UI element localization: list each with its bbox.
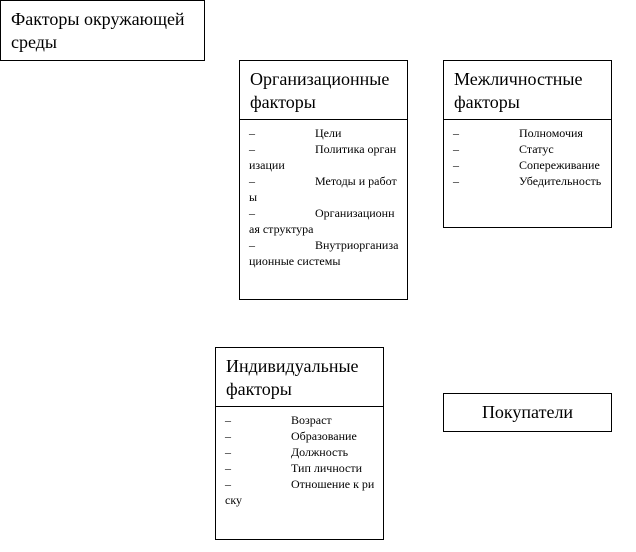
- individual-factors-box: [215, 347, 384, 540]
- list-item: [249, 141, 399, 173]
- list-item: [225, 460, 375, 476]
- buyers-box: [443, 393, 612, 432]
- individual-factors-title: Индивидуальные факторы: [226, 356, 359, 399]
- list-item: [225, 476, 375, 508]
- list-item: [453, 173, 603, 189]
- list-item-text: Методы и работы: [249, 174, 397, 204]
- list-dash: –: [453, 126, 459, 140]
- list-item: [249, 173, 399, 205]
- individual-factors-header: [216, 348, 383, 407]
- list-item-text: Отношение к риску: [225, 477, 375, 507]
- list-item-text: Статус: [519, 142, 554, 156]
- organizational-factors-list: [240, 120, 407, 269]
- interpersonal-factors-header: [444, 61, 611, 120]
- interpersonal-factors-title: Межличностные факторы: [454, 69, 583, 112]
- list-dash: –: [249, 126, 255, 140]
- list-item: [453, 157, 603, 173]
- list-item-text: Образование: [291, 429, 357, 443]
- list-item: [249, 125, 399, 141]
- interpersonal-factors-list: [444, 120, 611, 189]
- list-dash: –: [453, 174, 459, 188]
- list-dash: –: [249, 206, 255, 220]
- list-dash: –: [225, 461, 231, 475]
- list-item: [249, 237, 399, 269]
- list-item-text: Внутриорганизационные системы: [249, 238, 399, 268]
- list-dash: –: [453, 158, 459, 172]
- list-item: [453, 141, 603, 157]
- list-item-text: Сопереживание: [519, 158, 600, 172]
- list-dash: –: [249, 238, 255, 252]
- list-dash: –: [225, 429, 231, 443]
- environment-factors-box: [0, 0, 205, 61]
- list-item: [249, 205, 399, 237]
- organizational-factors-box: [239, 60, 408, 300]
- list-item-text: Полномочия: [519, 126, 583, 140]
- list-dash: –: [225, 445, 231, 459]
- list-dash: –: [249, 174, 255, 188]
- individual-factors-list: [216, 407, 383, 508]
- list-dash: –: [225, 413, 231, 427]
- list-item-text: Политика организации: [249, 142, 397, 172]
- environment-factors-title: Факторы окружающей среды: [11, 9, 185, 52]
- list-dash: –: [225, 477, 231, 491]
- list-item: [453, 125, 603, 141]
- organizational-factors-title: Организационные факторы: [250, 69, 390, 112]
- interpersonal-factors-box: [443, 60, 612, 228]
- list-item-text: Возраст: [291, 413, 332, 427]
- buyers-title: Покупатели: [481, 402, 574, 422]
- list-item: [225, 444, 375, 460]
- list-item-text: Тип личности: [291, 461, 363, 475]
- list-item-text: Организационная структура: [249, 206, 395, 236]
- list-item-text: Цели: [315, 126, 342, 140]
- list-item-text: Должность: [291, 445, 349, 459]
- organizational-factors-header: [240, 61, 407, 120]
- list-item: [225, 428, 375, 444]
- list-dash: –: [453, 142, 459, 156]
- list-dash: –: [249, 142, 255, 156]
- list-item: [225, 412, 375, 428]
- list-item-text: Убедительность: [519, 174, 602, 188]
